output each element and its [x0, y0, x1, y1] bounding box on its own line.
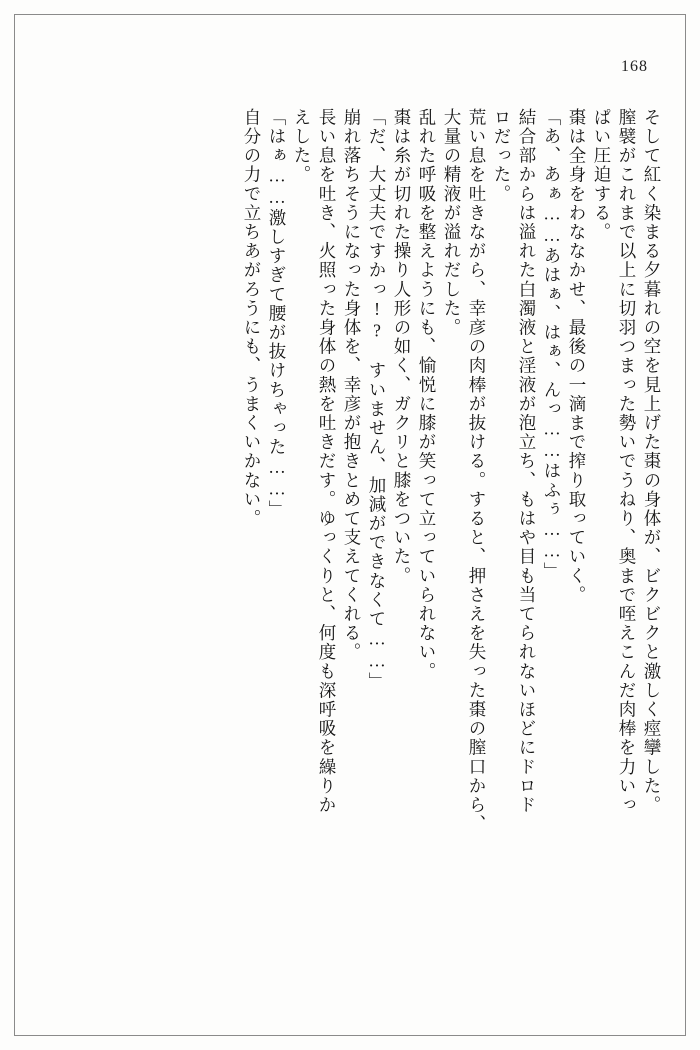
- page-border-top: [14, 14, 686, 15]
- text-column: 「だ、大丈夫ですかっ!? すいません、加減ができなくて……」: [367, 108, 387, 691]
- page-border-left: [14, 14, 15, 1036]
- text-column: 崩れ落ちそうになった身体を、幸彦が抱きとめて支えてくれる。: [342, 108, 362, 662]
- text-column: 「あ、あぁ……あはぁ、はぁ、んっ……はふぅ……」: [542, 108, 562, 582]
- body-text: [46, 108, 660, 988]
- text-column: 結合部からは溢れた白濁液と淫液が泡立ち、もはや目も当てられないほどにドロド: [517, 108, 537, 815]
- text-column: そして紅く染まる夕暮れの空を見上げた棗の身体が、ビクビクと激しく痙攣した。: [642, 108, 662, 815]
- page-border-right: [685, 14, 686, 1036]
- text-column: 棗は全身をわななかせ、最後の一滴まで搾り取っていく。: [567, 108, 587, 605]
- text-column: 「はぁ……激しすぎて腰が抜けちゃった……」: [267, 108, 287, 520]
- text-column: 乱れた呼吸を整えようにも、愉悦に膝が笑って立っていられない。: [417, 108, 437, 681]
- text-column: 長い息を吐き、火照った身体の熱を吐きだす。ゆっくりと、何度も深呼吸を繰りか: [317, 108, 337, 815]
- page-border-bottom: [14, 1035, 686, 1036]
- text-column: 大量の精液が溢れだした。: [442, 108, 462, 338]
- text-column: 棗は糸が切れた操り人形の如く、ガクリと膝をついた。: [392, 108, 412, 586]
- text-column: 膣襞がこれまで以上に切羽つまった勢いでうねり、奥まで咥えこんだ肉棒を力いっ: [617, 108, 637, 815]
- text-column: 荒い息を吐きながら、幸彦の肉棒が抜ける。すると、押さえを失った棗の膣口から、: [467, 108, 487, 834]
- text-column: えした。: [292, 108, 312, 185]
- text-column: 自分の力で立ちあがろうにも、うまくいかない。: [242, 108, 262, 529]
- text-column: ロだった。: [492, 108, 512, 204]
- page-number: 168: [621, 58, 648, 75]
- text-column: ぱい圧迫する。: [592, 108, 612, 242]
